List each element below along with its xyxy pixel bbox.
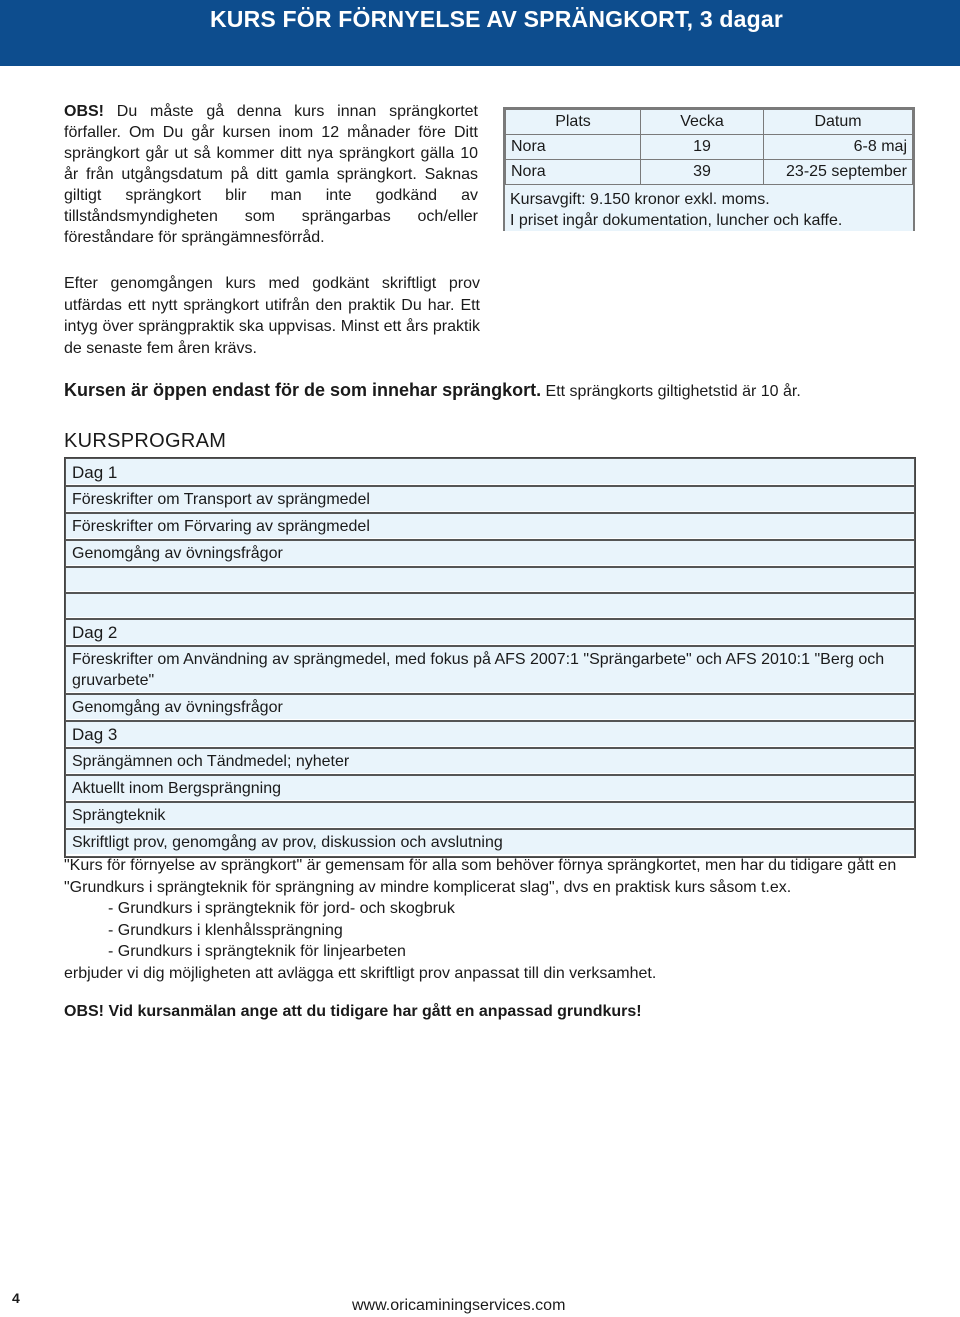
schedule-fee-block <box>505 185 913 231</box>
course-fee: Kursavgift: 9.150 kronor exkl. moms. <box>510 191 770 208</box>
obs-label: OBS! <box>64 103 104 120</box>
program-row: Sprängämnen och Tändmedel; nyheter <box>66 748 914 775</box>
schedule-cell-vecka: 39 <box>641 160 764 185</box>
schedule-cell-vecka: 19 <box>641 135 764 160</box>
page-title: KURS FÖR FÖRNYELSE AV SPRÄNGKORT, 3 dagar <box>210 6 784 32</box>
obs-notice: OBS! Vid kursanmälan ange att du tidigare har gått en anpassad grundkurs! <box>64 1003 642 1020</box>
price-includes: I priset ingår dokumentation, luncher och kaffe. <box>510 212 843 229</box>
notes-line-2: erbjuder vi dig möjligheten att avlägga ett skriftligt prov anpassat till din verksamhet. <box>64 964 657 982</box>
notes-list-item: - Grundkurs i sprängteknik för jord- och skogbruk <box>108 900 455 917</box>
program-row: Aktuellt inom Bergsprängning <box>66 775 914 802</box>
page-header <box>0 0 960 66</box>
program-row-day: Dag 2 <box>66 619 914 646</box>
program-table <box>64 457 916 858</box>
program-row-day: Dag 1 <box>66 459 914 486</box>
program-row-empty <box>66 593 914 619</box>
schedule-row <box>506 135 913 160</box>
schedule-header-datum: Datum <box>764 110 913 135</box>
open-notice <box>64 380 801 401</box>
program-row: Genomgång av övningsfrågor <box>66 694 914 721</box>
schedule-box <box>503 107 915 231</box>
schedule-cell-datum: 23-25 september <box>764 160 913 185</box>
open-notice-normal: Ett sprängkorts giltighetstid är 10 år. <box>541 383 801 400</box>
schedule-cell-datum: 6-8 maj <box>764 135 913 160</box>
program-row: Föreskrifter om Förvaring av sprängmedel <box>66 513 914 540</box>
schedule-header-vecka: Vecka <box>641 110 764 135</box>
footer-url: www.oricaminingservices.com <box>352 1297 566 1314</box>
intro-paragraph-2: Efter genomgången kurs med godkänt skriftligt prov utfärdas ett nytt sprängkort utifrån den praktik Du har. Ett intyg över sprängpraktik ska uppvisas. Minst ett års praktik de senaste fem åren krävs. <box>64 275 480 357</box>
notes-list-item: - Grundkurs i sprängteknik för linjearbeten <box>108 943 406 960</box>
notes-block <box>64 855 924 984</box>
program-row-day: Dag 3 <box>66 721 914 748</box>
open-notice-bold: Kursen är öppen endast för de som innehar sprängkort. <box>64 380 542 400</box>
program-row: Föreskrifter om Transport av sprängmedel <box>66 486 914 513</box>
page-number: 4 <box>12 1290 20 1306</box>
program-title: KURSPROGRAM <box>64 430 227 452</box>
schedule-header-row <box>506 110 913 135</box>
schedule-cell-plats: Nora <box>506 160 641 185</box>
schedule-row <box>506 160 913 185</box>
program-row: Skriftligt prov, genomgång av prov, diskussion och avslutning <box>66 829 914 856</box>
schedule-table <box>505 109 913 185</box>
program-row: Föreskrifter om Användning av sprängmedel, med fokus på AFS 2007:1 "Sprängarbete" och AFS 2010:1 "Berg och gruvarbete" <box>66 646 914 694</box>
schedule-header-plats: Plats <box>506 110 641 135</box>
notes-line-1: "Kurs för förnyelse av sprängkort" är gemensam för alla som behöver förnya sprängkortet, men har du tidigare gått en "Grundkurs i sprängteknik för sprängning av mindre komplicerat slag", dvs en praktisk kurs såsom t.ex. <box>64 857 897 896</box>
program-row: Sprängteknik <box>66 802 914 829</box>
intro-text-1: Du måste gå denna kurs innan sprängkortet förfaller. Om Du går kursen inom 12 månader före Ditt sprängkort går ut så kommer ditt nya sprängkort gälla 10 år från utgångsdatum på ditt gamla sprängkort. Saknas giltigt sprängkort blir man inte godkänd av tillståndsmyndigheten som sprängarbas och/eller föreståndare för sprängämnesförråd. <box>64 103 479 246</box>
notes-list-item: - Grundkurs i klenhålssprängning <box>108 921 343 939</box>
program-row: Genomgång av övningsfrågor <box>66 540 914 567</box>
schedule-cell-plats: Nora <box>506 135 641 160</box>
program-row-empty <box>66 567 914 593</box>
intro-paragraph-1 <box>64 101 478 248</box>
